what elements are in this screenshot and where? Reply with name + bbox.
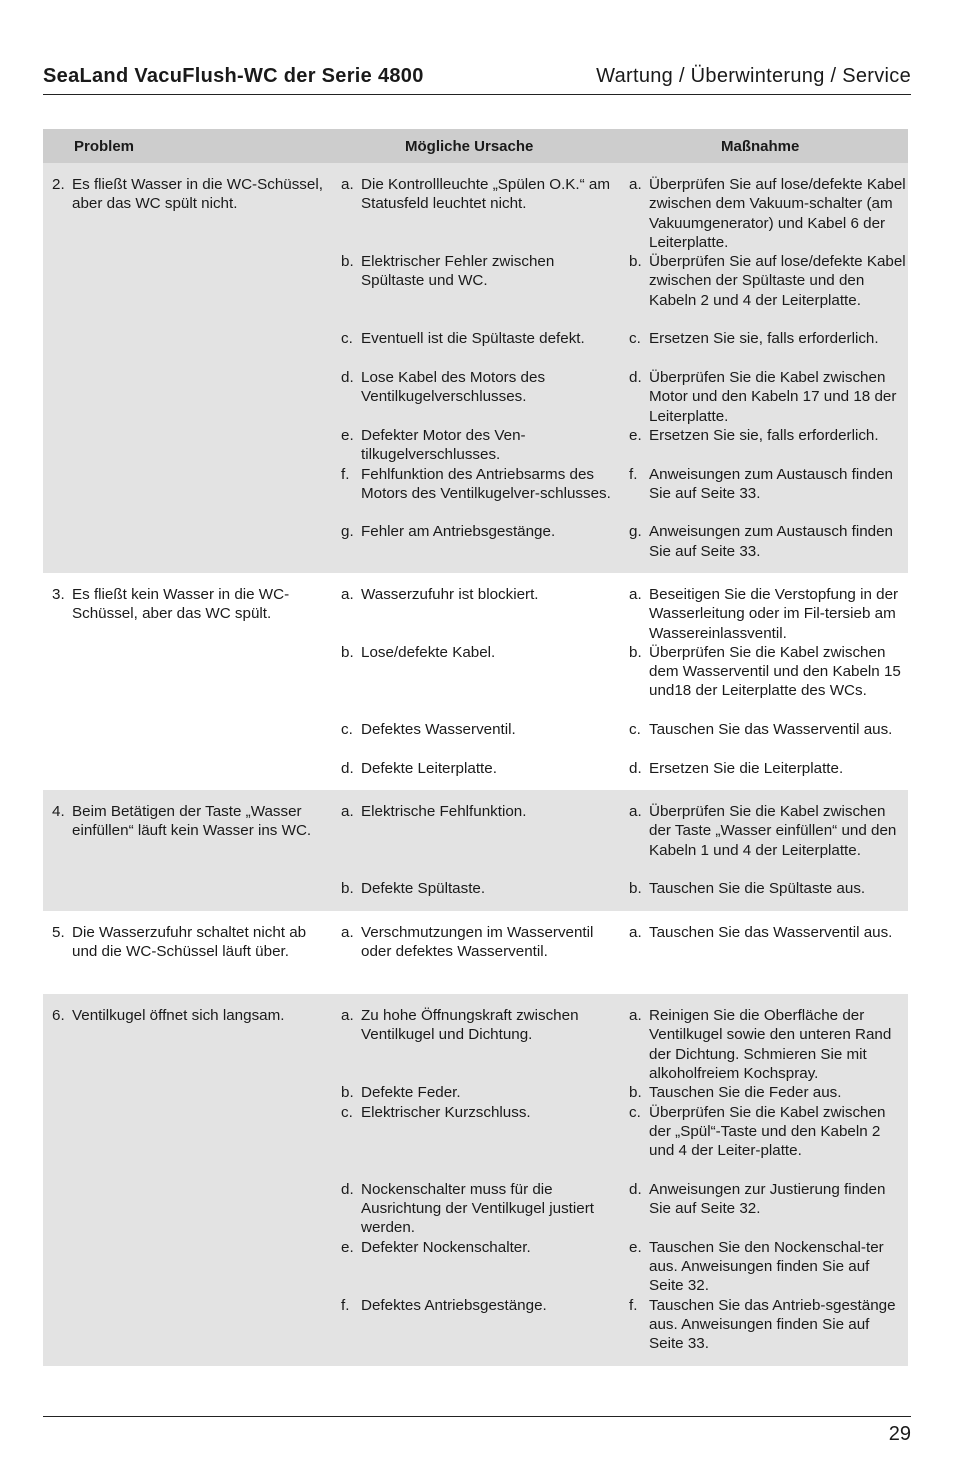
table-row: [43, 911, 908, 994]
problem-number: 4.: [52, 803, 65, 820]
action-item-text: Ersetzen Sie sie, falls erforderlich.: [649, 330, 879, 348]
action-item: [629, 1238, 907, 1296]
cause-item: [341, 426, 621, 465]
action-item-text: Überprüfen Sie die Kabel zwischen der Taste „Wasser einfüllen“ und den Kabeln 1 und 4 der Leiterplatte.: [649, 803, 897, 859]
problem-number: 3.: [52, 586, 65, 603]
cause-item-text: Zu hohe Öffnungskraft zwischen Ventilkugel und Dichtung.: [361, 1007, 579, 1044]
action-item: [629, 522, 907, 561]
cause-item-letter: a.: [341, 586, 354, 603]
cause-item: [341, 1083, 621, 1102]
table-header: [43, 129, 908, 163]
cause-item: [341, 585, 621, 604]
cause-item-text: Defekte Spültaste.: [361, 880, 486, 898]
column-header-cause: Mögliche Ursache: [405, 138, 534, 155]
problem-cell: [52, 923, 327, 962]
problem-text: Es fließt kein Wasser in die WC-Schüssel, aber das WC spült.: [72, 586, 290, 623]
action-item: [629, 175, 907, 252]
action-item: [629, 329, 907, 348]
cause-item-letter: b.: [341, 253, 354, 271]
cause-item: [341, 329, 621, 348]
action-item: [629, 759, 907, 778]
cause-item-text: Elektrischer Fehler zwischen Spültaste und WC.: [361, 253, 555, 290]
action-item-letter: c.: [629, 721, 641, 739]
cause-item: [341, 802, 621, 821]
action-item-letter: c.: [629, 1103, 641, 1121]
cause-item: [341, 1103, 621, 1122]
action-item: [629, 426, 907, 445]
cause-item: [341, 175, 621, 214]
cause-item-text: Defekte Feder.: [361, 1084, 461, 1102]
action-item: [629, 923, 907, 942]
cause-item-letter: e.: [341, 1238, 354, 1256]
action-item-text: Überprüfen Sie die Kabel zwischen dem Wasserventil und den Kabeln 15 und18 der Leiterplatte des WCs.: [649, 643, 901, 700]
cause-item-text: Die Kontrollleuchte „Spülen O.K.“ am Statusfeld leuchtet nicht.: [361, 176, 611, 213]
page-header: [43, 62, 911, 95]
cause-item-text: Verschmutzungen im Wasserventil oder defektes Wasserventil.: [361, 924, 594, 961]
action-item: [629, 643, 907, 701]
cause-item: [341, 252, 621, 291]
action-item-letter: b.: [629, 1084, 642, 1102]
action-item: [629, 585, 907, 643]
cause-item-text: Fehler am Antriebsgestänge.: [361, 523, 556, 541]
action-item-letter: d.: [629, 369, 642, 386]
page-number: 29: [888, 1423, 911, 1445]
cause-item-letter: a.: [341, 924, 354, 941]
cause-item: [341, 879, 621, 898]
action-item-letter: f.: [629, 1296, 638, 1314]
action-item: [629, 1006, 907, 1083]
problem-number: 5.: [52, 924, 65, 941]
cause-item: [341, 368, 621, 407]
cause-item-text: Elektrischer Kurzschluss.: [361, 1103, 531, 1121]
action-item: [629, 465, 907, 504]
action-item-text: Ersetzen Sie sie, falls erforderlich.: [649, 426, 879, 444]
cause-item-letter: e.: [341, 426, 354, 444]
cause-item-letter: b.: [341, 880, 354, 898]
action-item-letter: b.: [629, 643, 642, 661]
cause-item-text: Elektrische Fehlfunktion.: [361, 803, 527, 820]
action-item-letter: d.: [629, 759, 642, 777]
cause-item-text: Defektes Antriebsgestänge.: [361, 1296, 547, 1314]
cause-item: [341, 1006, 621, 1045]
cause-item-text: Lose Kabel des Motors des Ventilkugelverschlusses.: [361, 369, 546, 406]
cause-item: [341, 720, 621, 739]
cause-item: [341, 643, 621, 662]
action-item: [629, 802, 907, 860]
action-item-letter: a.: [629, 1007, 642, 1024]
cause-item-letter: d.: [341, 369, 354, 386]
cause-item-letter: d.: [341, 1180, 354, 1198]
action-item: [629, 879, 907, 898]
action-item-letter: b.: [629, 880, 642, 898]
action-item: [629, 720, 907, 739]
action-item-letter: e.: [629, 426, 642, 444]
problem-number: 2.: [52, 176, 65, 193]
cause-item-letter: c.: [341, 330, 353, 348]
cause-item-text: Defektes Wasserventil.: [361, 721, 516, 739]
problem-cell: [52, 1006, 327, 1025]
cause-item-letter: c.: [341, 1103, 353, 1121]
action-item-text: Anweisungen zum Austausch finden Sie auf Seite 33.: [649, 465, 894, 502]
cause-item-letter: f.: [341, 1296, 350, 1314]
problem-cell: [52, 175, 327, 214]
action-item-text: Beseitigen Sie die Verstopfung in der Wasserleitung oder im Fil-tersieb am Wassereinlassventil.: [649, 586, 899, 642]
cause-item-letter: f.: [341, 465, 350, 483]
cause-item: [341, 1296, 621, 1315]
cause-item: [341, 1238, 621, 1257]
cause-item-letter: c.: [341, 721, 353, 739]
action-item: [629, 368, 907, 426]
action-item-letter: a.: [629, 924, 642, 941]
problem-text: Die Wasserzufuhr schaltet nicht ab und die WC-Schüssel läuft über.: [72, 924, 307, 961]
problem-cell: [52, 802, 327, 841]
action-item-letter: a.: [629, 803, 642, 820]
cause-item-text: Nockenschalter muss für die Ausrichtung der Ventilkugel justiert werden.: [361, 1180, 595, 1237]
problem-text: Es fließt Wasser in die WC-Schüssel, aber das WC spült nicht.: [72, 176, 323, 213]
action-item-text: Tauschen Sie das Wasserventil aus.: [649, 924, 893, 941]
cause-item-text: Fehlfunktion des Antriebsarms des Motors des Ventilkugelver-schlusses.: [361, 465, 611, 502]
action-item: [629, 1103, 907, 1161]
action-item-letter: f.: [629, 465, 638, 483]
cause-item-text: Defekte Leiterplatte.: [361, 759, 497, 777]
cause-item-text: Defekter Motor des Ven-tilkugelverschlusses.: [361, 426, 526, 464]
action-item-letter: a.: [629, 176, 642, 193]
action-item-text: Tauschen Sie die Feder aus.: [649, 1084, 842, 1102]
action-item-text: Anweisungen zur Justierung finden Sie auf Seite 32.: [649, 1180, 886, 1217]
action-item-text: Überprüfen Sie auf lose/defekte Kabel zwischen dem Vakuum-schalter (am Vakuumgenerator) und Kabel 6 der Leiterplatte.: [649, 176, 906, 251]
action-item: [629, 1296, 907, 1354]
action-item: [629, 1180, 907, 1219]
problem-text: Ventilkugel öffnet sich langsam.: [72, 1007, 285, 1024]
cause-item-letter: a.: [341, 803, 354, 820]
footer-rule: [43, 1416, 911, 1417]
action-item-text: Tauschen Sie den Nockenschal-ter aus. Anweisungen finden Sie auf Seite 32.: [649, 1238, 884, 1295]
troubleshooting-table: [43, 129, 908, 1366]
action-item-text: Überprüfen Sie die Kabel zwischen der „Spül“-Taste und den Kabeln 2 und 4 der Leiter-platte.: [649, 1103, 886, 1160]
cause-item-letter: b.: [341, 1084, 354, 1102]
action-item-letter: b.: [629, 253, 642, 271]
cause-item-letter: a.: [341, 176, 354, 193]
action-item-letter: e.: [629, 1238, 642, 1256]
table-row: [43, 790, 908, 911]
problem-text: Beim Betätigen der Taste „Wasser einfüllen“ läuft kein Wasser ins WC.: [72, 803, 312, 840]
action-item-text: Ersetzen Sie die Leiterplatte.: [649, 759, 844, 777]
cause-item-letter: g.: [341, 523, 354, 541]
action-item-text: Anweisungen zum Austausch finden Sie auf Seite 33.: [649, 523, 894, 560]
cause-item: [341, 759, 621, 778]
cause-item-text: Defekter Nockenschalter.: [361, 1238, 531, 1256]
column-header-action: Maßnahme: [721, 138, 800, 155]
action-item-text: Tauschen Sie das Antrieb-sgestänge aus. Anweisungen finden Sie auf Seite 33.: [649, 1296, 896, 1353]
cause-item: [341, 465, 621, 504]
cause-item-letter: d.: [341, 759, 354, 777]
action-item-letter: g.: [629, 523, 642, 541]
cause-item-text: Lose/defekte Kabel.: [361, 643, 496, 661]
section-title: Wartung / Überwinterung / Service: [596, 65, 911, 87]
action-item: [629, 252, 907, 310]
cause-item: [341, 522, 621, 541]
cause-item-letter: a.: [341, 1007, 354, 1024]
action-item-text: Überprüfen Sie die Kabel zwischen Motor und den Kabeln 17 und 18 der Leiterplatte.: [649, 369, 897, 425]
problem-number: 6.: [52, 1007, 65, 1024]
table-row: [43, 573, 908, 790]
cause-item-letter: b.: [341, 643, 354, 661]
table-row: [43, 994, 908, 1366]
cause-item: [341, 1180, 621, 1238]
column-header-problem: Problem: [74, 138, 135, 155]
action-item-letter: c.: [629, 330, 641, 348]
action-item-text: Überprüfen Sie auf lose/defekte Kabel zwischen der Spültaste und den Kabeln 2 und 4 der Leiterplatte.: [649, 253, 906, 309]
problem-cell: [52, 585, 327, 624]
action-item-letter: d.: [629, 1180, 642, 1198]
document-title: SeaLand VacuFlush-WC der Serie 4800: [43, 65, 424, 87]
cause-item: [341, 923, 621, 962]
action-item-text: Tauschen Sie das Wasserventil aus.: [649, 721, 893, 739]
action-item: [629, 1083, 907, 1102]
action-item-text: Reinigen Sie die Oberfläche der Ventilkugel sowie den unteren Rand der Dichtung. Schmieren Sie mit alkoholfreiem Kochspray.: [649, 1007, 892, 1082]
table-row: [43, 163, 908, 573]
cause-item-text: Wasserzufuhr ist blockiert.: [361, 586, 539, 603]
cause-item-text: Eventuell ist die Spültaste defekt.: [361, 330, 585, 348]
action-item-letter: a.: [629, 586, 642, 603]
action-item-text: Tauschen Sie die Spültaste aus.: [649, 880, 866, 898]
